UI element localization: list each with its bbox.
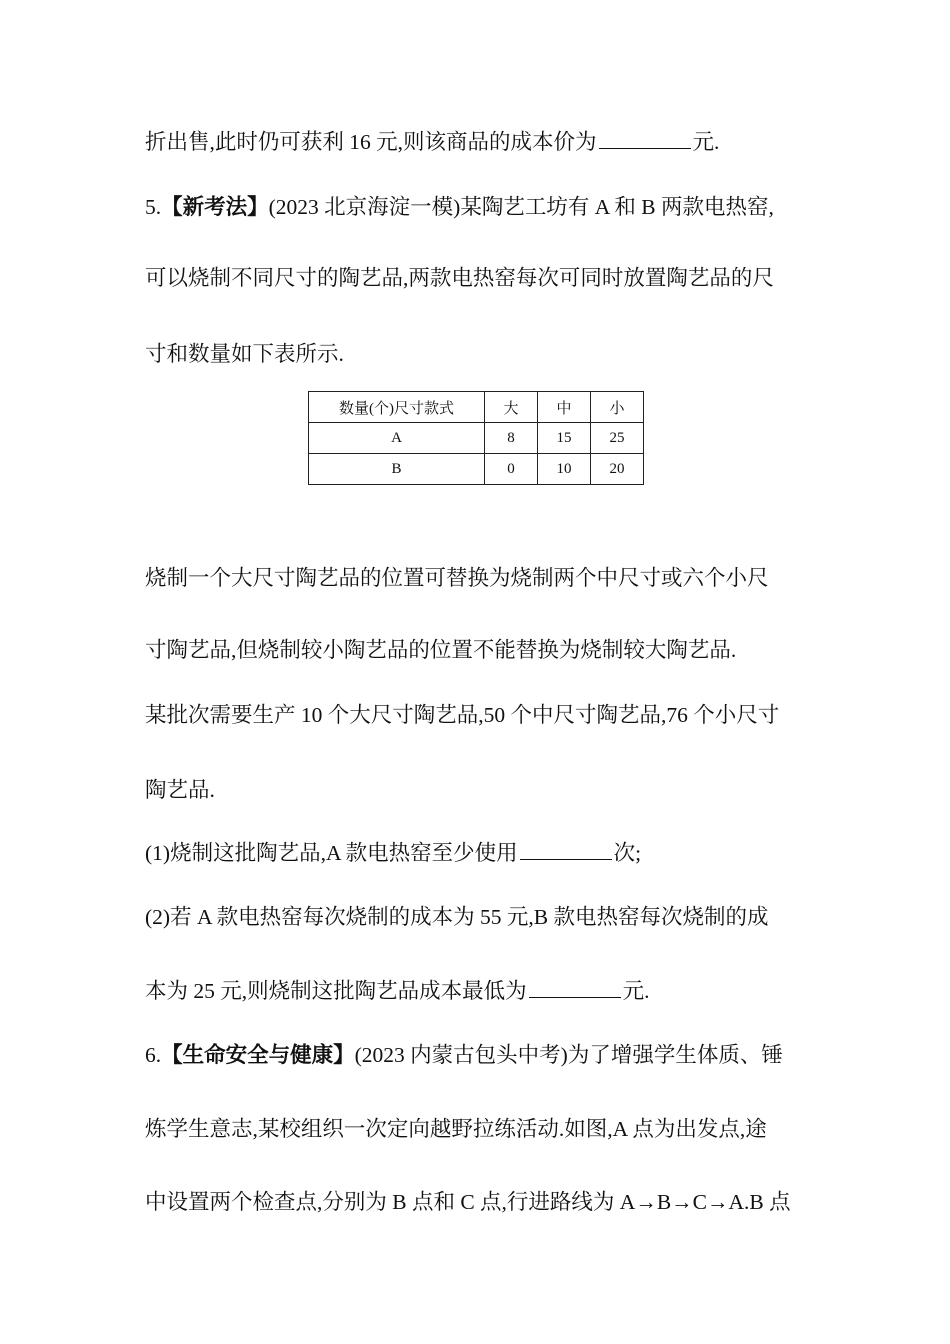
text-line: 炼学生意志,某校组织一次定向越野拉练活动.如图,A 点为出发点,途 [145, 1117, 767, 1141]
text-line: 可以烧制不同尺寸的陶艺品,两款电热窑每次可同时放置陶艺品的尺 [145, 266, 774, 290]
question-5-heading: 5.【新考法】(2023 北京海淀一模)某陶艺工坊有 A 和 B 两款电热窑, [145, 195, 774, 219]
text-line: 寸陶艺品,但烧制较小陶艺品的位置不能替换为烧制较大陶艺品. [145, 638, 737, 662]
tag-life-safety-health: 【生命安全与健康】 [161, 1043, 355, 1067]
text-line: 折出售,此时仍可获利 16 元,则该商品的成本价为 元. [145, 130, 720, 154]
kiln-capacity-table [308, 391, 644, 485]
question-5-part-2: (2)若 A 款电热窑每次烧制的成本为 55 元,B 款电热窑每次烧制的成 [145, 905, 769, 929]
question-5-part-1: (1)烧制这批陶艺品,A 款电热窑至少使用 次; [145, 841, 642, 865]
text-line: 中设置两个检查点,分别为 B 点和 C 点,行进路线为 A→B→C→A.B 点 [145, 1190, 791, 1214]
text-line: 本为 25 元,则烧制这批陶艺品成本最低为 元. [145, 979, 650, 1003]
table-header-cell: 中 [538, 392, 591, 423]
table-header-row [309, 392, 644, 423]
table-cell: A [309, 423, 485, 454]
table-header-cell: 小 [591, 392, 644, 423]
table-cell: 15 [538, 423, 591, 454]
answer-blank [529, 979, 621, 998]
answer-blank [599, 130, 691, 149]
table-cell: B [309, 454, 485, 485]
table-cell: 8 [485, 423, 538, 454]
table-cell: 25 [591, 423, 644, 454]
table-cell: 10 [538, 454, 591, 485]
table-cell: 0 [485, 454, 538, 485]
text-line: 陶艺品. [145, 778, 215, 802]
question-6-heading: 6.【生命安全与健康】(2023 内蒙古包头中考)为了增强学生体质、锤 [145, 1043, 783, 1067]
table-row [309, 454, 644, 485]
table-header-cell: 大 [485, 392, 538, 423]
text-line: 某批次需要生产 10 个大尺寸陶艺品,50 个中尺寸陶艺品,76 个小尺寸 [145, 703, 780, 727]
answer-blank [520, 841, 612, 860]
table-row [309, 423, 644, 454]
text-line: 烧制一个大尺寸陶艺品的位置可替换为烧制两个中尺寸或六个小尺 [145, 566, 769, 590]
tag-new-method: 【新考法】 [161, 195, 269, 219]
text-line: 寸和数量如下表所示. [145, 342, 344, 366]
table-header-cell: 数量(个)尺寸款式 [309, 392, 485, 423]
table-cell: 20 [591, 454, 644, 485]
